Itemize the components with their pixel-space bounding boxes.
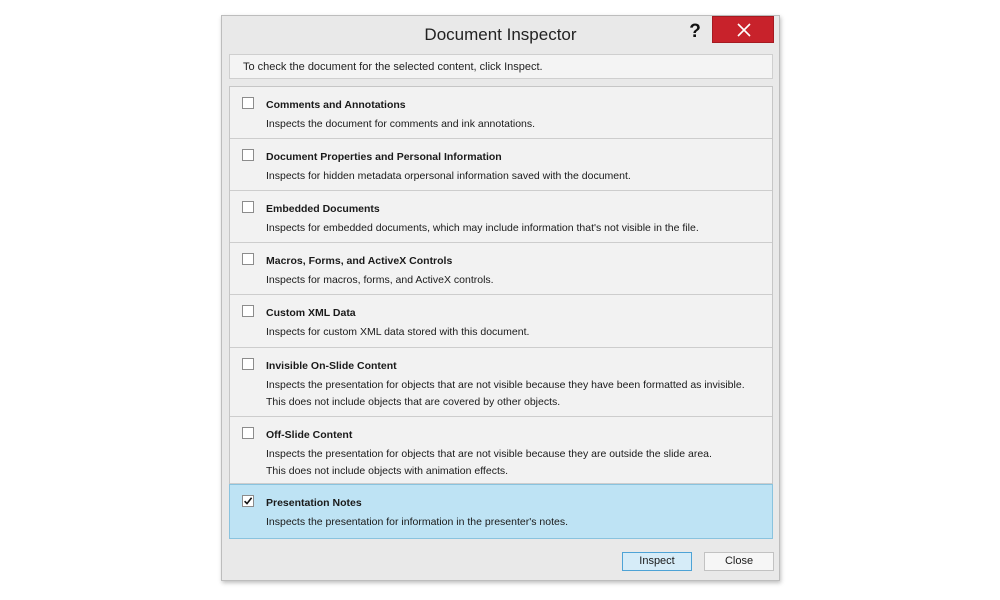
- description-line: Inspects for custom XML data stored with this document.: [266, 326, 530, 338]
- option-invisible-on-slide-content[interactable]: [230, 348, 772, 417]
- checkbox[interactable]: [242, 305, 254, 317]
- close-icon: [737, 23, 751, 37]
- option-title: Off-Slide Content: [266, 429, 353, 441]
- instruction-text: To check the document for the selected content, click Inspect.: [229, 54, 773, 79]
- option-title: Comments and Annotations: [266, 99, 406, 111]
- option-description: [266, 377, 745, 410]
- inspection-options-list: [229, 86, 773, 539]
- checkbox[interactable]: [242, 149, 254, 161]
- option-title: Macros, Forms, and ActiveX Controls: [266, 255, 453, 267]
- dialog-title: Document Inspector: [424, 25, 577, 44]
- inspect-button[interactable]: Inspect: [622, 552, 692, 571]
- description-line: Inspects the document for comments and ink annotations.: [266, 118, 536, 130]
- option-embedded-documents[interactable]: [230, 191, 772, 243]
- option-description: [266, 116, 535, 133]
- checkbox[interactable]: [242, 253, 254, 265]
- checkbox-checked[interactable]: [242, 495, 254, 507]
- checkbox[interactable]: [242, 97, 254, 109]
- option-description: [266, 168, 631, 185]
- option-presentation-notes[interactable]: [229, 484, 773, 539]
- option-title: Presentation Notes: [266, 497, 362, 509]
- description-line: This does not include objects that are covered by other objects.: [266, 395, 561, 408]
- option-off-slide-content[interactable]: [230, 417, 772, 484]
- option-description: [266, 446, 712, 479]
- option-title: Document Properties and Personal Information: [266, 151, 502, 163]
- option-description: [266, 514, 568, 531]
- option-title: Embedded Documents: [266, 203, 380, 215]
- option-macros-forms-activex[interactable]: [230, 243, 772, 295]
- description-line: Inspects for macros, forms, and ActiveX controls.: [266, 274, 494, 286]
- close-window-button[interactable]: [712, 16, 774, 43]
- option-title: Custom XML Data: [266, 307, 356, 319]
- description-line: Inspects for hidden metadata orpersonal information saved with the document.: [266, 170, 631, 182]
- description-line: Inspects the presentation for objects that are not visible because they are outside the slide area.: [266, 448, 712, 460]
- description-line: Inspects the presentation for information in the presenter's notes.: [266, 516, 569, 528]
- option-description: [266, 272, 494, 289]
- option-description: [266, 220, 699, 237]
- close-button[interactable]: Close: [704, 552, 774, 571]
- title-bar: [222, 16, 779, 54]
- description-line: Inspects the presentation for objects that are not visible because they have been formatted as invisible.: [266, 379, 745, 391]
- checkbox[interactable]: [242, 358, 254, 370]
- description-line: Inspects for embedded documents, which may include information that's not visible in the file.: [266, 222, 699, 234]
- option-custom-xml-data[interactable]: [230, 295, 772, 348]
- description-line: This does not include objects with animation effects.: [266, 464, 509, 477]
- help-button[interactable]: ?: [689, 21, 701, 42]
- option-title: Invisible On-Slide Content: [266, 360, 397, 372]
- option-document-properties[interactable]: [230, 139, 772, 191]
- checkbox[interactable]: [242, 427, 254, 439]
- checkmark-icon: [243, 496, 253, 506]
- option-description: [266, 324, 529, 341]
- checkbox[interactable]: [242, 201, 254, 213]
- option-comments-annotations[interactable]: [230, 87, 772, 139]
- document-inspector-dialog: [221, 15, 780, 581]
